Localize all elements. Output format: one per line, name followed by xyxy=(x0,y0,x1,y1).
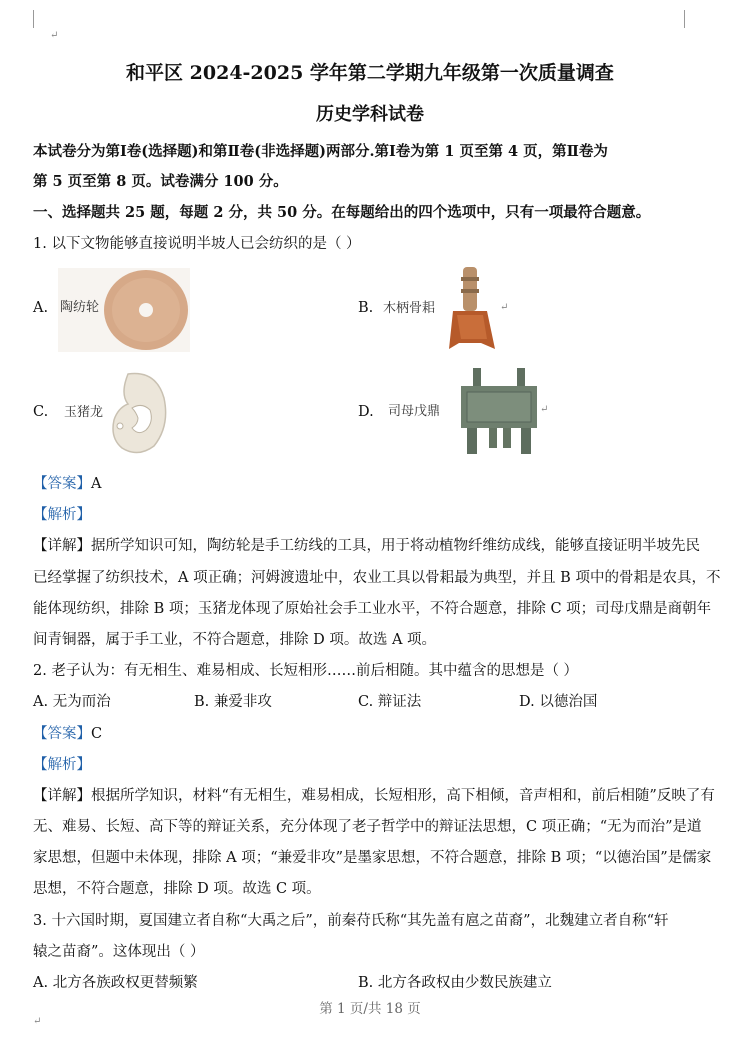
intro-line-2: 第 5 页至第 8 页。试卷满分 100 分。 xyxy=(33,173,288,190)
q2-analysis-tag: 【解析】 xyxy=(33,757,91,773)
q1-option-a-label: 陶纺轮 xyxy=(60,300,100,315)
paragraph-mark: ↵ xyxy=(500,302,509,313)
page-title: 和平区 2024-2025 学年第二学期九年级第一次质量调查 xyxy=(126,62,614,84)
q2-answer: C xyxy=(91,726,103,742)
q2-option-d: D. 以德治国 xyxy=(519,694,598,710)
q2-option-b: B. 兼爱非攻 xyxy=(194,694,272,710)
paragraph-mark: ↵ xyxy=(540,404,549,415)
q1-option-b-label: 木柄骨耜 xyxy=(383,301,436,316)
q1-detail-line-4: 间青铜器，属于手工业，不符合题意，排除 D 项。故选 A 项。 xyxy=(33,632,437,648)
q1-option-b-letter: B. xyxy=(358,300,374,316)
paragraph-mark: ↵ xyxy=(50,30,59,41)
bone-spade-image xyxy=(443,265,498,353)
jade-pig-dragon-image xyxy=(108,368,170,456)
answer-tag: 【答案】 xyxy=(33,726,91,742)
answer-tag: 【答案】 xyxy=(33,476,91,492)
q2-option-c: C. 辩证法 xyxy=(358,694,422,710)
q1-option-c-letter: C. xyxy=(33,404,49,420)
q2-answer-line xyxy=(33,722,102,743)
q1-detail-line-3: 能体现纺织，排除 B 项；玉猪龙体现了原始社会手工业水平，不符合题意，排除 C 项；司母戊鼎是商朝年 xyxy=(33,601,712,617)
q2-detail-line-3: 家思想，但题中未体现，排除 A 项；“兼爱非攻”是墨家思想，不符合题意，排除 B 项；“以德治国”是儒家 xyxy=(33,850,712,866)
crop-mark-right xyxy=(684,10,685,28)
intro-line-1: 本试卷分为第Ⅰ卷(选择题)和第Ⅱ卷(非选择题)两部分.第Ⅰ卷为第 1 页至第 4 页，第Ⅱ卷为 xyxy=(33,143,608,160)
q1-option-c-label: 玉猪龙 xyxy=(64,405,104,420)
q2-detail-line-4: 思想，不符合题意，排除 D 项。故选 C 项。 xyxy=(33,881,321,897)
page-subtitle: 历史学科试卷 xyxy=(316,104,424,125)
page-footer: 第 1 页/共 18 页 xyxy=(319,1001,421,1017)
q3-stem-line-2: 辕之苗裔”。这体现出（ ） xyxy=(33,944,205,960)
q1-option-d-label: 司母戊鼎 xyxy=(388,404,441,419)
crop-mark-left xyxy=(33,10,34,28)
q1-detail-line-2: 已经掌握了纺织技术，A 项正确；河姆渡遗址中，农业工具以骨耜最为典型，并且 B 项中的骨耜是农具，不 xyxy=(33,570,721,586)
q1-detail-line-1: 【详解】据所学知识可知，陶纺轮是手工纺线的工具，用于将动植物纤维纺成线，能够直接证明半坡先民 xyxy=(33,538,700,554)
q2-detail-line-1: 【详解】根据所学知识，材料“有无相生，难易相成，长短相形，高下相倾，音声相和，前后相随”反映了有 xyxy=(33,788,715,804)
q1-option-d-letter: D. xyxy=(358,404,374,420)
q2-stem: 2. 老子认为：有无相生、难易相成、长短相形……前后相随。其中蕴含的思想是（ ） xyxy=(33,663,579,679)
q3-stem-line-1: 3. 十六国时期，夏国建立者自称“大禹之后”，前秦苻氏称“其先盖有扈之苗裔”，北魏建立者自称“轩 xyxy=(33,913,669,929)
q2-detail-line-2: 无、难易、长短、高下等的辩证关系，充分体现了老子哲学中的辩证法思想，C 项正确；“无为而治”是道 xyxy=(33,819,702,835)
paragraph-mark: ↵ xyxy=(33,1016,42,1027)
q1-stem: 1. 以下文物能够直接说明半坡人已会纺织的是（ ） xyxy=(33,236,361,252)
q3-option-b: B. 北方各政权由少数民族建立 xyxy=(358,975,552,991)
q3-option-a: A. 北方各族政权更替频繁 xyxy=(33,975,198,991)
q1-analysis-tag: 【解析】 xyxy=(33,507,91,523)
simuwu-ding-image xyxy=(455,366,543,456)
section-heading: 一、选择题共 25 题，每题 2 分，共 50 分。在每题给出的四个选项中，只有一项最符合题意。 xyxy=(33,204,651,221)
q2-option-a: A. 无为而治 xyxy=(33,694,111,710)
q1-answer-line xyxy=(33,472,101,493)
q1-answer: A xyxy=(91,476,102,492)
q1-option-a-letter: A. xyxy=(33,300,49,316)
